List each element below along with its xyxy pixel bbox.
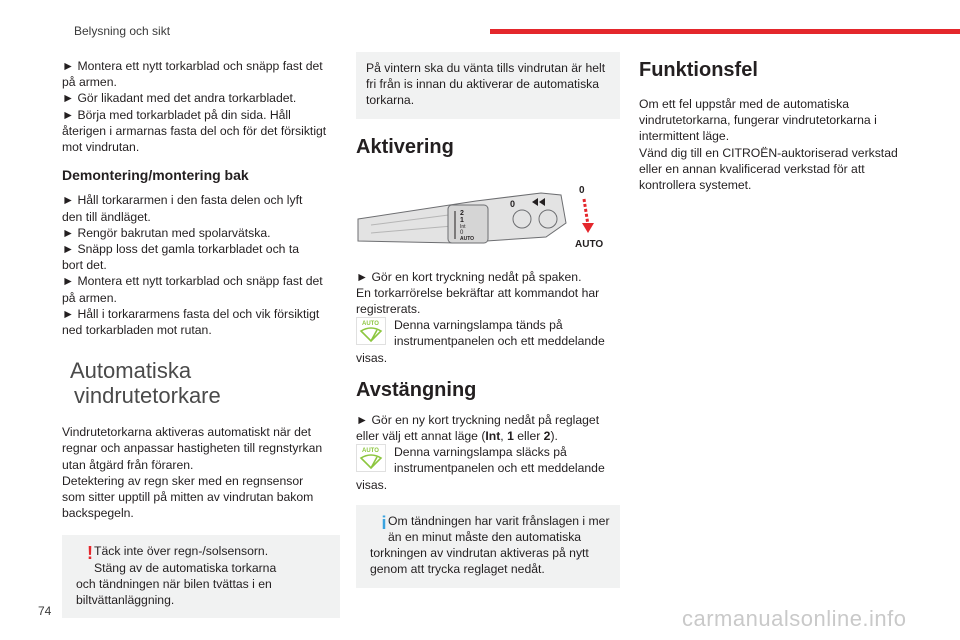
rear-heading: Demontering/montering bak xyxy=(62,167,249,184)
text-line: backspegeln. xyxy=(62,506,134,521)
text-fragment: eller välj ett annat läge ( xyxy=(356,429,486,444)
warning-box xyxy=(62,535,340,618)
text-line: torkningen av vindrutan aktiveras på nytt xyxy=(370,546,589,561)
lamp-off-note xyxy=(356,444,620,493)
stalk-ring-label: 2 xyxy=(460,209,464,217)
text-line: på armen. xyxy=(62,75,117,90)
text-line: den till ändläget. xyxy=(62,209,151,224)
text-line: intermittent läge. xyxy=(639,129,730,144)
text-line: bort det. xyxy=(62,258,107,273)
info-box xyxy=(356,505,620,588)
malfunction-text xyxy=(639,96,899,193)
text-line: ned torkarbladen mot rutan. xyxy=(62,323,212,338)
text-line: På vintern ska du vänta tills vindrutan är helt xyxy=(366,61,606,75)
text-line: ► Gör likadant med det andra torkarbladet. xyxy=(62,91,297,106)
text-line: Detektering av regn sker med en regnsensor xyxy=(62,473,304,488)
lamp-auto-text: AUTO xyxy=(362,448,379,455)
text-line: ► Håll i torkararmens fasta del och vik försiktigt xyxy=(62,306,320,321)
heading-line-1: Automatiska xyxy=(70,358,192,384)
text-line: utan åtgärd från föraren. xyxy=(62,457,194,472)
stalk-ring-label: 0 xyxy=(460,229,464,236)
downward-press-arrow-icon xyxy=(584,199,588,225)
text-line: Om tändningen har varit frånslagen i mer xyxy=(388,513,610,528)
text-line: visas. xyxy=(356,350,388,365)
text-line: torkarna. xyxy=(366,93,415,108)
text-line: fri från is innan du aktiverar de automatiska xyxy=(366,77,600,92)
text-line: Stäng av de automatiska torkarna xyxy=(94,560,277,575)
info-icon: i xyxy=(381,512,387,533)
rear-blade-steps xyxy=(62,192,340,338)
text-line: på armen. xyxy=(62,290,117,305)
winter-note-box xyxy=(356,52,620,119)
stalk-ring-label: 1 xyxy=(460,216,464,224)
stalk-ring-label: Int xyxy=(460,223,466,230)
mode-2: 2 xyxy=(543,429,551,444)
auto-wipers-description xyxy=(62,424,340,521)
text-line: ► Montera ett nytt torkarblad och snäpp fast det xyxy=(62,59,323,73)
mode-int: Int xyxy=(485,429,501,444)
deactivation-steps xyxy=(356,412,620,444)
text-line: regnar och anpassar hastigheten till regnstyrkan xyxy=(62,441,323,456)
text-line: Denna varningslampa släcks på xyxy=(394,445,567,460)
activation-steps xyxy=(356,269,620,318)
text-line: ► Gör en ny kort tryckning nedåt på reglaget xyxy=(356,412,600,427)
text-line: registrerats. xyxy=(356,302,421,317)
text-line: Denna varningslampa tänds på xyxy=(394,318,563,333)
warning-exclamation-icon: ! xyxy=(87,543,93,564)
text-fragment: , xyxy=(500,429,508,444)
position-zero-label: 0 xyxy=(579,184,585,196)
text-line-with-modes xyxy=(356,428,620,444)
text-line: ► Gör en kort tryckning nedåt på spaken. xyxy=(356,269,582,284)
auto-wipers-heading xyxy=(70,358,340,408)
heading-line-2: vindrutetorkare xyxy=(74,383,221,409)
text-line: Vänd dig till en CITROËN-auktoriserad verkstad xyxy=(639,145,898,160)
text-line: ► Snäpp loss det gamla torkarbladet och ta xyxy=(62,242,299,257)
column-right xyxy=(639,58,899,193)
lamp-on-note xyxy=(356,317,620,366)
column-middle xyxy=(356,58,620,588)
text-fragment: eller xyxy=(513,429,544,444)
text-fragment: ). xyxy=(550,429,558,444)
auto-wiper-warning-lamp-icon xyxy=(356,444,386,472)
deactivation-heading: Avstängning xyxy=(356,378,477,401)
text-line: instrumentpanelen och ett meddelande xyxy=(394,461,605,476)
front-blade-steps xyxy=(62,58,340,155)
text-line: Vindrutetorkarna aktiveras automatiskt när det xyxy=(62,425,312,440)
text-line: En torkarrörelse bekräftar att kommandot har xyxy=(356,285,600,300)
position-auto-label: AUTO xyxy=(575,238,604,250)
malfunction-heading: Funktionsfel xyxy=(639,59,758,81)
wiper-stalk-illustration xyxy=(356,179,606,255)
page-number: 74 xyxy=(38,604,52,618)
text-line: ► Rengör bakrutan med spolarvätska. xyxy=(62,225,271,240)
lamp-auto-text: AUTO xyxy=(362,321,379,328)
text-line: Täck inte över regn-/solsensorn. xyxy=(94,544,269,559)
text-line: kontrollera systemet. xyxy=(639,178,752,193)
column-left xyxy=(62,58,340,618)
stalk-ring-label: AUTO xyxy=(460,235,475,242)
arrow-head-icon xyxy=(582,223,594,233)
text-line: biltvättanläggning. xyxy=(76,593,175,608)
text-line: genom att trycka reglaget nedåt. xyxy=(370,562,545,577)
text-line: Om ett fel uppstår med de automatiska xyxy=(639,97,849,111)
watermark: carmanualsonline.info xyxy=(682,606,907,631)
text-line: återigen i armarnas fasta del och för det försiktigt xyxy=(62,123,327,138)
section-title: Belysning och sikt xyxy=(74,24,171,38)
header-accent-bar xyxy=(490,29,960,34)
text-line: än en minut måste den automatiska xyxy=(388,530,582,545)
text-line: ► Montera ett nytt torkarblad och snäpp fast det xyxy=(62,274,323,289)
text-line: vindrutetorkarna, fungerar vindrutetorkarna i xyxy=(639,113,877,128)
text-line: och tändningen när bilen tvättas i en xyxy=(76,576,272,591)
auto-wiper-warning-lamp-icon xyxy=(356,317,386,345)
text-line: visas. xyxy=(356,477,388,492)
stalk-zero-mark: 0 xyxy=(510,198,516,209)
text-line: ► Börja med torkarbladet på din sida. Håll xyxy=(62,107,291,122)
text-line: eller en annan kvalificerad verkstad för att xyxy=(639,161,865,176)
text-line: instrumentpanelen och ett meddelande xyxy=(394,334,605,349)
text-line: ► Håll torkararmen i den fasta delen och lyft xyxy=(62,193,303,208)
text-line: mot vindrutan. xyxy=(62,140,140,155)
text-line: som sitter upptill på mitten av vindrutan bakom xyxy=(62,490,314,505)
mode-1: 1 xyxy=(507,429,514,444)
activation-heading: Aktivering xyxy=(356,135,454,158)
